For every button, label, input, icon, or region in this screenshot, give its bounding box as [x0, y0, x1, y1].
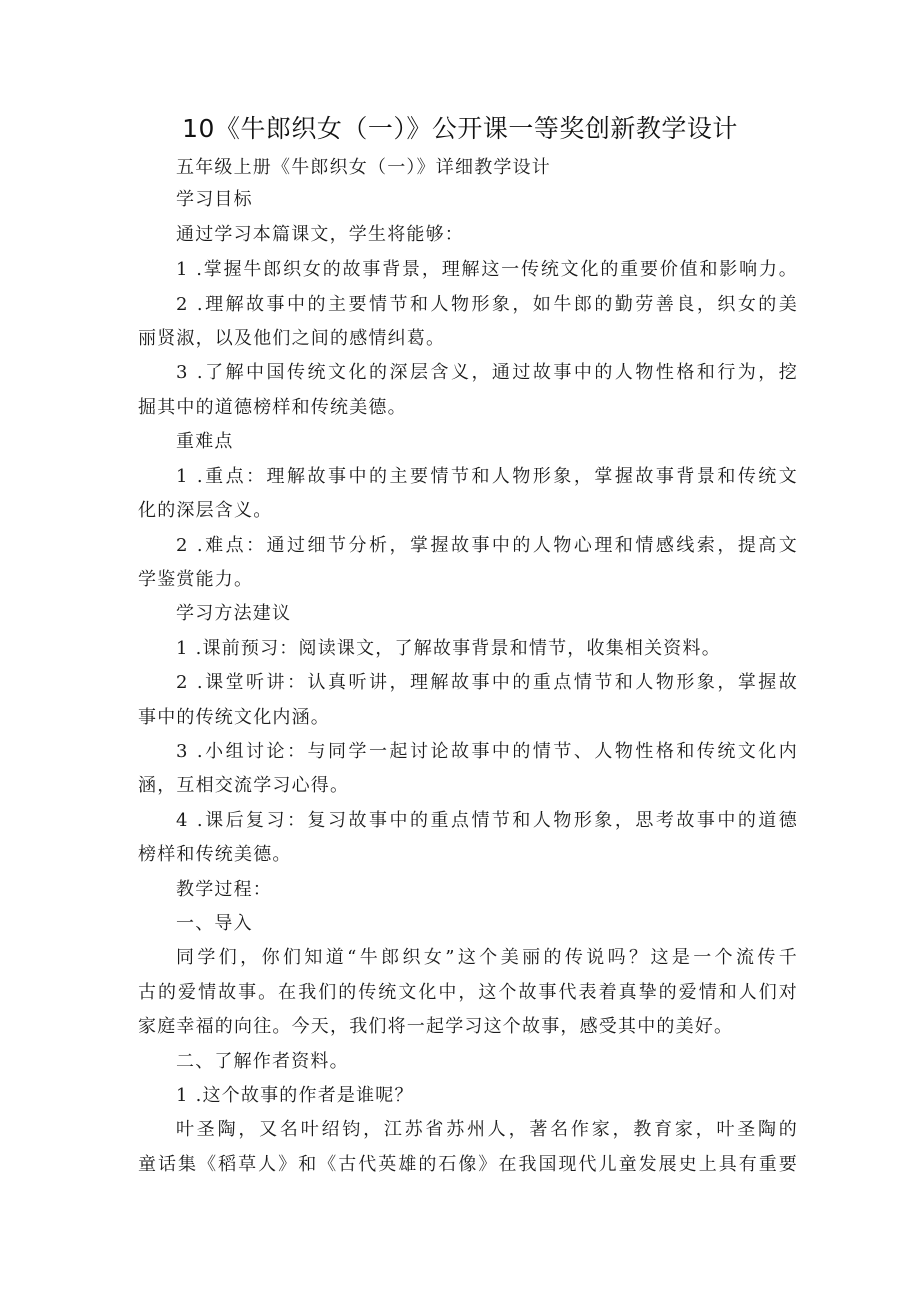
paragraph-line: 4 .课后复习：复习故事中的重点情节和人物形象，思考故事中的道德 [176, 810, 798, 831]
paragraph-line: 家庭幸福的向往。今天，我们将一起学习这个故事，感受其中的美好。 [138, 1016, 734, 1037]
paragraph-line: 童话集《稻草人》和《古代英雄的石像》在我国现代儿童发展史上具有重要 [138, 1154, 798, 1175]
section-heading-process: 教学过程： [176, 879, 272, 900]
document-title: 10《牛郎织女（一）》公开课一等奖创新教学设计 [182, 114, 738, 143]
paragraph-line: 1 .课前预习：阅读课文，了解故事背景和情节，收集相关资料。 [176, 638, 721, 659]
section-heading-methods: 学习方法建议 [176, 603, 292, 624]
paragraph-line: 2 .理解故事中的主要情节和人物形象，如牛郎的勤劳善良，织女的美 [176, 294, 798, 315]
paragraph-line: 事中的传统文化内涵。 [138, 707, 330, 728]
paragraph-line: 涵，互相交流学习心得。 [138, 775, 350, 796]
paragraph-line: 掘其中的道德榜样和传统美德。 [138, 397, 407, 418]
paragraph-line: 1 .这个故事的作者是谁呢？ [176, 1085, 414, 1106]
paragraph-line: 1 .掌握牛郎织女的故事背景，理解这一传统文化的重要价值和影响力。 [176, 259, 798, 280]
paragraph-line: 叶圣陶，又名叶绍钧，江苏省苏州人，著名作家，教育家，叶圣陶的 [176, 1119, 798, 1140]
section-heading-key-points: 重难点 [176, 431, 234, 452]
paragraph-line: 同学们，你们知道“牛郎织女”这个美丽的传说吗？这是一个流传千 [176, 947, 798, 968]
paragraph-line: 2 .课堂听讲：认真听讲，理解故事中的重点情节和人物形象，掌握故 [176, 672, 798, 693]
paragraph-line: 古的爱情故事。在我们的传统文化中，这个故事代表着真挚的爱情和人们对 [138, 982, 798, 1003]
subtitle-line: 五年级上册《牛郎织女（一）》详细教学设计 [176, 157, 551, 178]
paragraph-line: 丽贤淑，以及他们之间的感情纠葛。 [138, 328, 446, 349]
paragraph-line: 学鉴赏能力。 [138, 569, 254, 590]
section-heading-author: 二、了解作者资料。 [176, 1051, 349, 1072]
paragraph-line: 2 .难点：通过细节分析，掌握故事中的人物心理和情感线索，提高文 [176, 535, 798, 556]
paragraph-line: 化的深层含义。 [138, 500, 273, 521]
paragraph-line: 1 .重点：理解故事中的主要情节和人物形象，掌握故事背景和传统文 [176, 466, 798, 487]
paragraph-line: 通过学习本篇课文，学生将能够： [176, 224, 464, 245]
paragraph-line: 3 .小组讨论：与同学一起讨论故事中的情节、人物性格和传统文化内 [176, 741, 798, 762]
paragraph-line: 榜样和传统美德。 [138, 844, 292, 865]
section-heading-intro: 一、导入 [176, 913, 253, 934]
section-heading-objectives: 学习目标 [176, 189, 253, 210]
paragraph-line: 3 .了解中国传统文化的深层含义，通过故事中的人物性格和行为，挖 [176, 362, 798, 383]
